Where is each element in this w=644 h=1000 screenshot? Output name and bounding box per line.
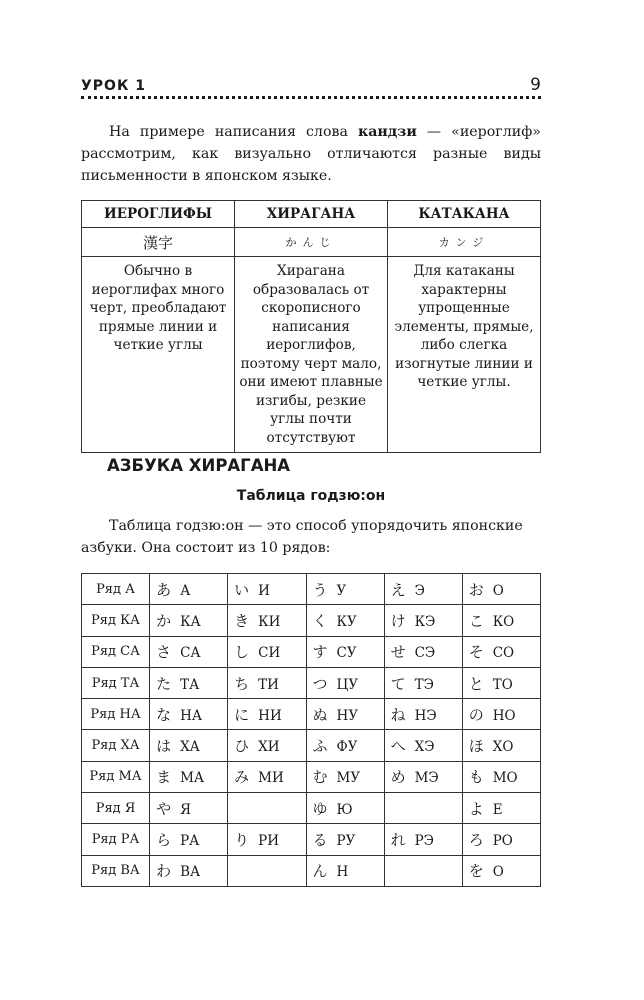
kana-cell (150, 667, 228, 698)
kana-char: ほ (468, 737, 484, 756)
table-row (82, 855, 541, 886)
kana-char: さ (156, 643, 172, 662)
kana-cell (306, 699, 384, 730)
kana-reading: МА (180, 770, 205, 787)
kana-char: る (312, 831, 328, 850)
kana-cell (462, 667, 540, 698)
kana-cell (462, 699, 540, 730)
table-row (82, 699, 541, 730)
kana-char: も (468, 768, 484, 787)
kana-char: て (390, 674, 406, 693)
kana-char: つ (312, 674, 328, 693)
kana-cell (384, 574, 462, 605)
kana-char: か (156, 611, 172, 630)
kana-reading: РО (492, 833, 513, 850)
kana-char: き (234, 611, 250, 630)
kana-char: め (390, 768, 406, 787)
kana-reading: МО (492, 770, 518, 787)
kana-char: し (234, 643, 250, 662)
kana-reading: ХИ (258, 739, 280, 756)
kana-cell (462, 636, 540, 667)
kana-reading: КЭ (414, 613, 436, 630)
kana-char: む (312, 768, 328, 787)
kana-cell (150, 793, 228, 824)
kana-char: り (234, 831, 250, 850)
kana-char: ま (156, 768, 172, 787)
col-header-katakana: КАТАКАНА (388, 201, 541, 228)
row-label: Ряд ТА (82, 667, 150, 698)
kana-reading: КУ (336, 613, 357, 630)
kana-cell (384, 605, 462, 636)
kana-reading: Н (336, 864, 349, 881)
kana-cell (306, 761, 384, 792)
kana-cell (306, 793, 384, 824)
kana-char: れ (390, 831, 406, 850)
dotted-rule (81, 96, 541, 99)
kana-char: ろ (468, 831, 484, 850)
kana-reading: СА (180, 645, 201, 662)
kana-cell (384, 824, 462, 855)
kana-char: い (234, 580, 250, 599)
kana-char: ん (312, 862, 328, 881)
kana-reading: ФУ (336, 739, 358, 756)
kana-cell (384, 699, 462, 730)
kana-reading: СЭ (414, 645, 436, 662)
table-row (82, 793, 541, 824)
kana-cell (150, 730, 228, 761)
kana-char: ね (390, 705, 406, 724)
kana-reading: И (258, 582, 270, 599)
kana-reading: Я (180, 801, 191, 818)
kana-cell (228, 605, 306, 636)
kana-cell (228, 855, 306, 886)
table-row (82, 824, 541, 855)
kana-reading: КИ (258, 613, 281, 630)
kana-cell (150, 761, 228, 792)
kana-reading: РИ (258, 833, 280, 850)
kana-cell (306, 667, 384, 698)
intro-text-1: На примере написания слова (109, 124, 358, 140)
kana-reading: О (492, 582, 504, 599)
kana-reading: Э (414, 582, 425, 599)
kana-reading: ТО (492, 676, 513, 693)
gojuon-paragraph: Таблица годзю:он — это способ упорядочить японские азбуки. Она состоит из 10 рядов: (81, 518, 523, 556)
kana-char: す (312, 643, 328, 662)
kana-cell (150, 636, 228, 667)
kana-cell (306, 855, 384, 886)
kana-cell (228, 636, 306, 667)
kana-char: に (234, 705, 250, 724)
kana-reading: ХО (492, 739, 514, 756)
kana-cell (384, 855, 462, 886)
kana-reading: У (336, 582, 347, 599)
kana-cell (384, 667, 462, 698)
kana-cell (150, 699, 228, 730)
kana-cell (462, 793, 540, 824)
kana-reading: НУ (336, 707, 359, 724)
kana-char: ぬ (312, 705, 328, 724)
kana-cell (462, 605, 540, 636)
kana-cell (228, 574, 306, 605)
kana-char: お (468, 580, 484, 599)
kana-char: せ (390, 643, 406, 662)
kana-reading: НЭ (414, 707, 437, 724)
kana-reading: НИ (258, 707, 282, 724)
intro-paragraph (81, 121, 541, 187)
kana-cell (462, 855, 540, 886)
kana-cell (150, 855, 228, 886)
kana-cell (150, 824, 228, 855)
kana-reading: МЭ (414, 770, 439, 787)
kana-char: ひ (234, 737, 250, 756)
row-label: Ряд ВА (82, 855, 150, 886)
kana-reading: ЦУ (336, 676, 359, 693)
row-label: Ряд ХА (82, 730, 150, 761)
kana-reading: РУ (336, 833, 356, 850)
kana-reading: О (492, 864, 504, 881)
kana-char: た (156, 674, 172, 693)
kana-reading: Е (492, 801, 503, 818)
kana-reading: ХЭ (414, 739, 435, 756)
katakana-example: カンジ (388, 228, 541, 257)
table-title: Таблица годзю:он (236, 488, 386, 504)
section-title: АЗБУКА ХИРАГАНА (107, 456, 291, 475)
lesson-title: УРОК 1 (81, 78, 147, 94)
kana-cell (306, 574, 384, 605)
kana-reading: ТИ (258, 676, 279, 693)
row-label: Ряд МА (82, 761, 150, 792)
hiragana-example: かんじ (235, 228, 388, 257)
kana-reading: СИ (258, 645, 281, 662)
row-label: Ряд СА (82, 636, 150, 667)
kana-reading: НА (180, 707, 203, 724)
kana-reading: КО (492, 613, 515, 630)
kana-char: ふ (312, 737, 328, 756)
kana-cell (384, 793, 462, 824)
kana-cell (228, 667, 306, 698)
kana-cell (228, 730, 306, 761)
page-header (81, 72, 541, 102)
kana-reading: ВА (180, 864, 201, 881)
kana-char: を (468, 862, 484, 881)
col-header-kanji: ИЕРОГЛИФЫ (82, 201, 235, 228)
kana-cell (228, 793, 306, 824)
kanji-example: 漢字 (82, 228, 235, 257)
comparison-table (81, 200, 541, 453)
intro-text-2: — «иероглиф» рассмотрим, как визуально отличаются разные виды письменности в японском языке. (81, 124, 541, 184)
kana-reading: МИ (258, 770, 284, 787)
kana-cell (384, 730, 462, 761)
intro-bold-word: кандзи (357, 124, 417, 140)
kana-cell (150, 574, 228, 605)
kana-char: ら (156, 831, 172, 850)
kana-char: く (312, 611, 328, 630)
row-label: Ряд РА (82, 824, 150, 855)
kana-reading: ТА (180, 676, 200, 693)
kana-reading: А (180, 582, 191, 599)
kana-cell (306, 824, 384, 855)
kana-cell (150, 605, 228, 636)
kana-cell (228, 699, 306, 730)
row-label: Ряд А (82, 574, 150, 605)
kana-reading: МУ (336, 770, 361, 787)
table-row (82, 605, 541, 636)
kana-char: へ (390, 737, 406, 756)
kana-char: こ (468, 611, 484, 630)
kana-char: あ (156, 580, 172, 599)
kana-char: け (390, 611, 406, 630)
kana-char: み (234, 768, 250, 787)
kana-cell (306, 605, 384, 636)
kana-char: の (468, 705, 484, 724)
kana-reading: Ю (336, 801, 353, 818)
kana-reading: ТЭ (414, 676, 434, 693)
kana-char: よ (468, 799, 484, 818)
kana-cell (384, 636, 462, 667)
page-number: 9 (530, 75, 541, 95)
kana-reading: СУ (336, 645, 357, 662)
hiragana-description: Хирагана образовалась от скорописного написания иероглифов, поэтому черт мало, они имеют плавные изгибы, резкие углы почти отсутствуют (235, 257, 388, 453)
katakana-description: Для катаканы характерны упрощенные элементы, прямые, либо слегка изогнутые линии и четкие углы. (388, 257, 541, 453)
kana-char: と (468, 674, 484, 693)
table-row (82, 730, 541, 761)
kana-char: そ (468, 643, 484, 662)
kana-reading: НО (492, 707, 516, 724)
table-row (82, 574, 541, 605)
kana-char: ち (234, 674, 250, 693)
kana-char: ゆ (312, 799, 328, 818)
kana-cell (306, 636, 384, 667)
kana-char: や (156, 799, 172, 818)
kana-char: わ (156, 862, 172, 881)
table-row (82, 636, 541, 667)
kana-cell (462, 761, 540, 792)
kana-cell (462, 574, 540, 605)
kana-cell (228, 761, 306, 792)
kana-char: う (312, 580, 328, 599)
table-row (82, 761, 541, 792)
kana-reading: СО (492, 645, 515, 662)
row-label: Ряд Я (82, 793, 150, 824)
kana-cell (384, 761, 462, 792)
kanji-description: Обычно в иероглифах много черт, преобладают прямые линии и четкие углы (82, 257, 235, 453)
row-label: Ряд КА (82, 605, 150, 636)
table-row (82, 667, 541, 698)
kana-cell (462, 824, 540, 855)
kana-char: え (390, 580, 406, 599)
kana-reading: КА (180, 613, 201, 630)
kana-cell (462, 730, 540, 761)
hiragana-table (81, 573, 541, 887)
col-header-hiragana: ХИРАГАНА (235, 201, 388, 228)
row-label: Ряд НА (82, 699, 150, 730)
kana-reading: РА (180, 833, 200, 850)
kana-reading: РЭ (414, 833, 434, 850)
kana-char: は (156, 737, 172, 756)
kana-cell (306, 730, 384, 761)
kana-cell (228, 824, 306, 855)
kana-reading: ХА (180, 739, 200, 756)
kana-char: な (156, 705, 172, 724)
